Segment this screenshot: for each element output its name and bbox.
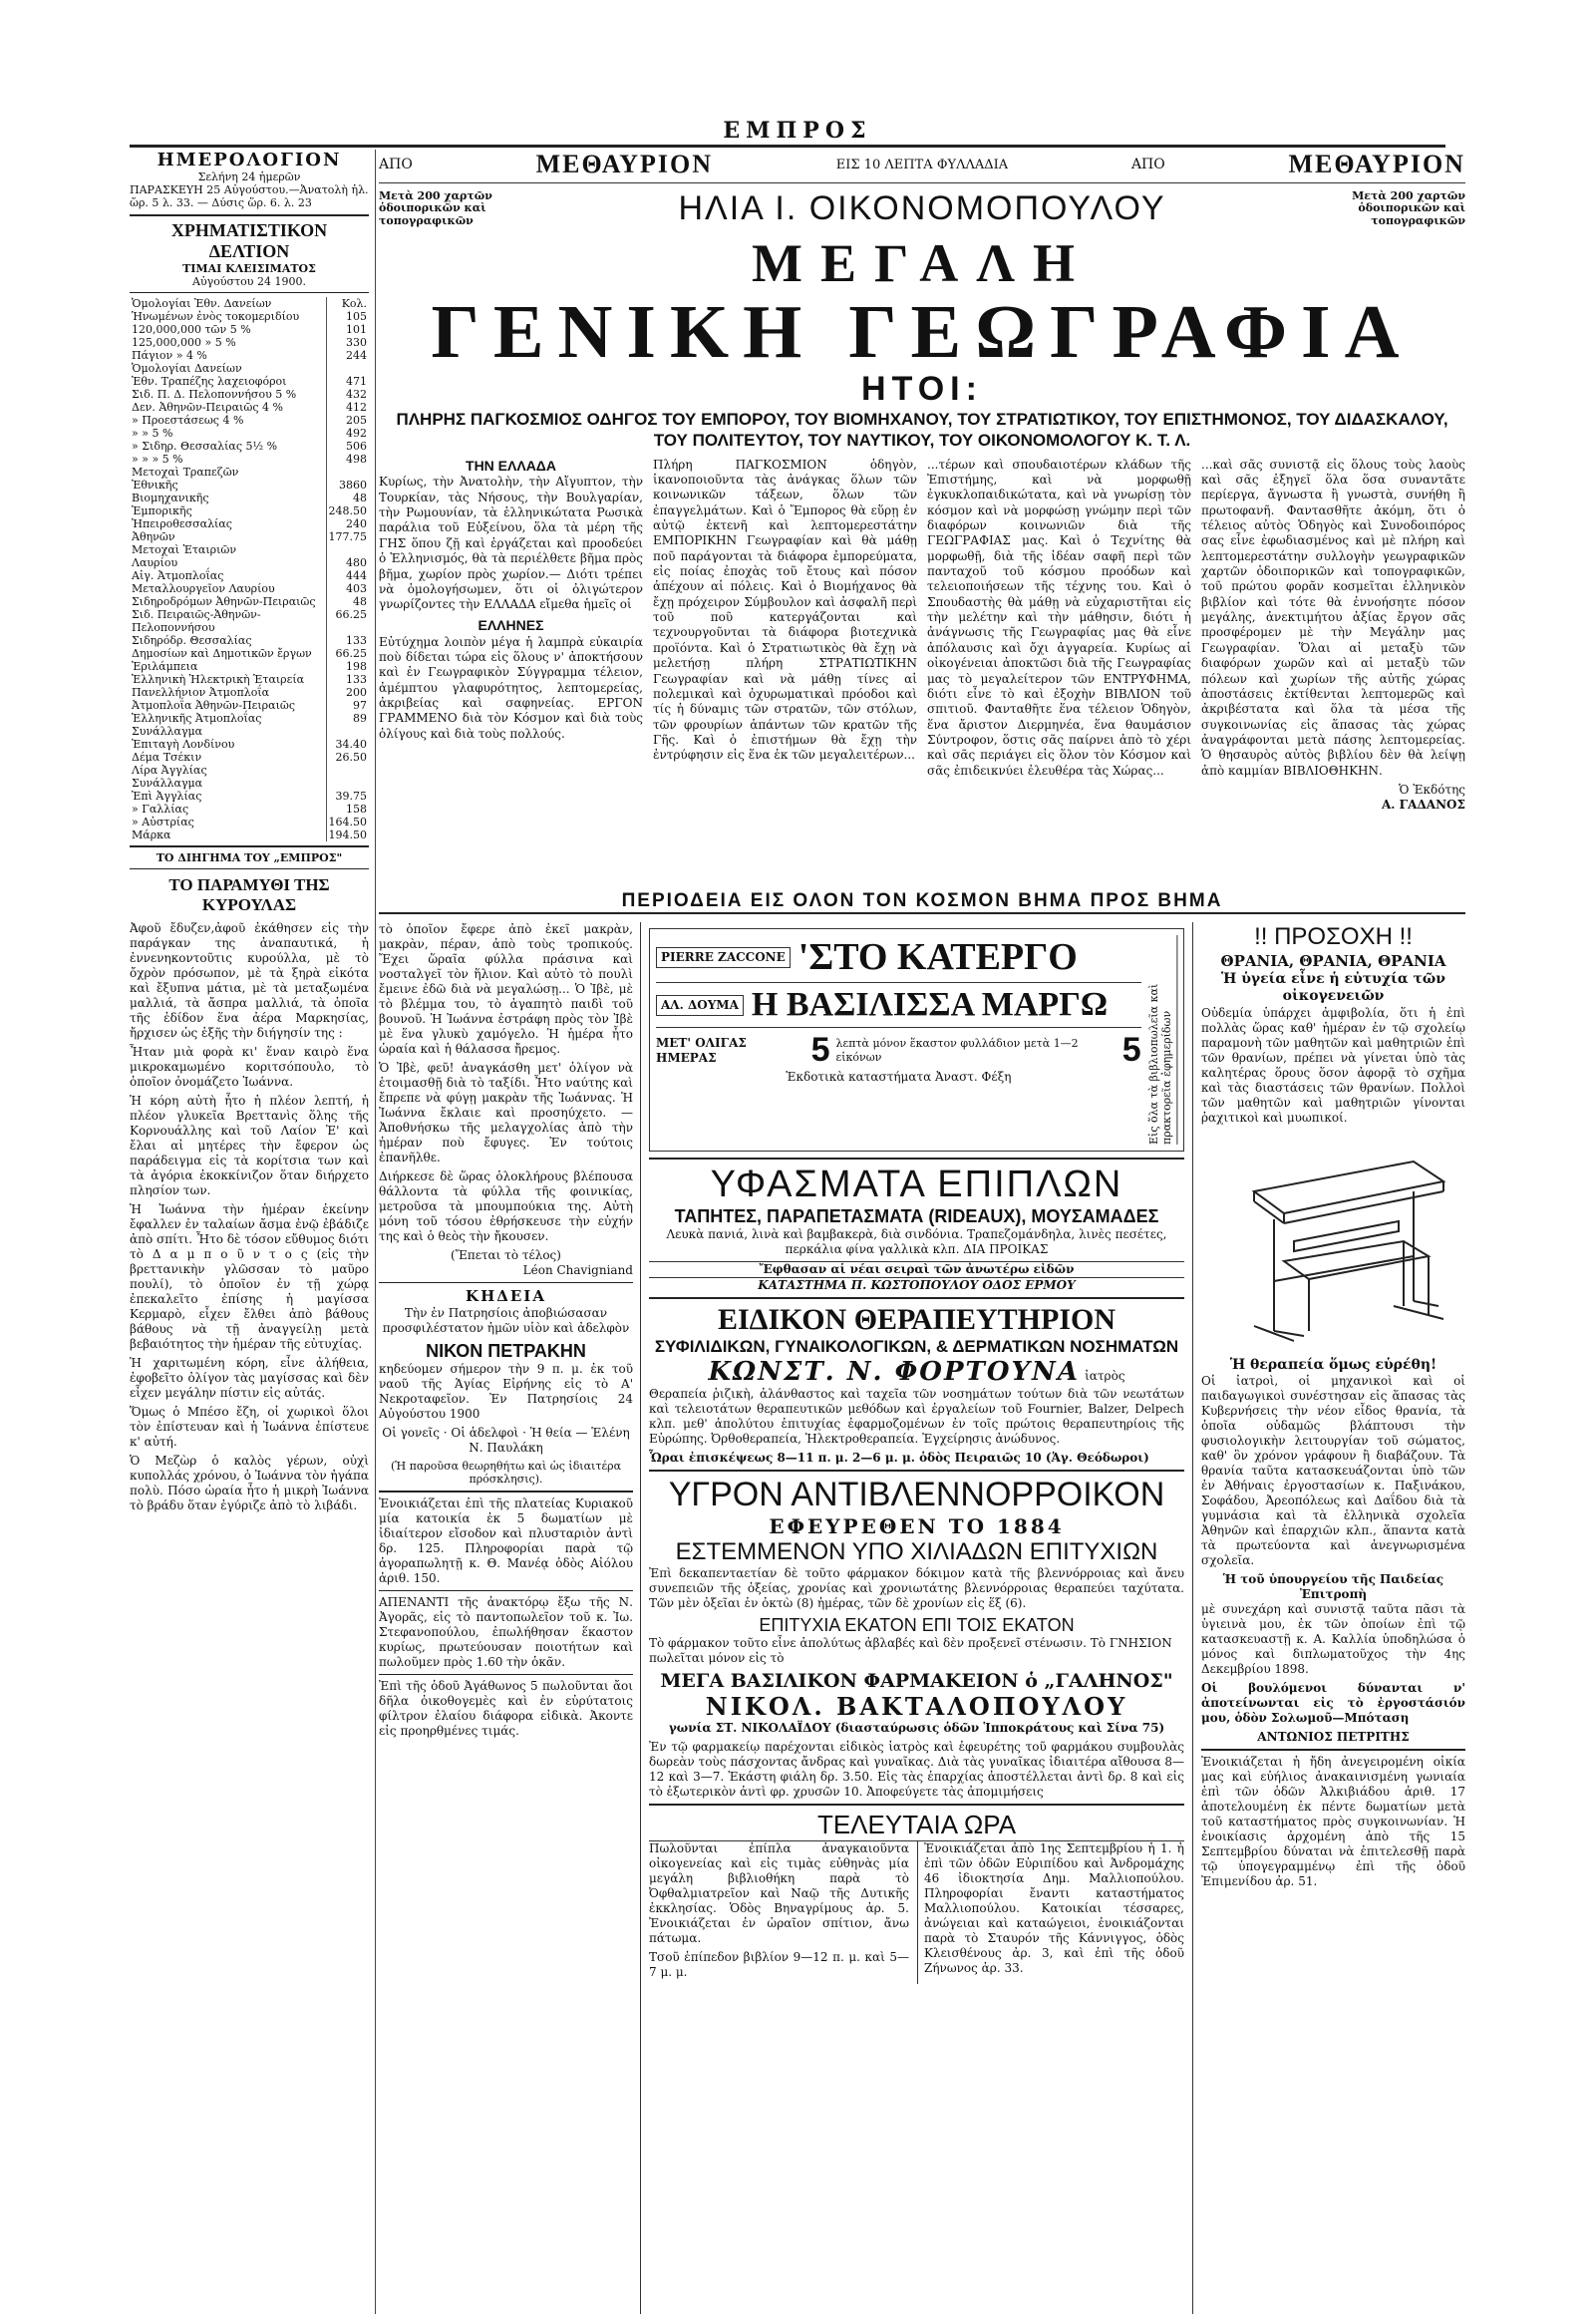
maps-note: Μετὰ 200 χαρτῶν ὁδοιπορικῶν καὶ τοπογραφικῶν — [379, 188, 492, 227]
story-author: Léon Chavigniand — [522, 1263, 633, 1277]
divider — [649, 1804, 1184, 1806]
author-label: ΑΛ. ΔΟΥΜΑ — [656, 995, 744, 1016]
apo-label: ΑΠΟ — [379, 157, 413, 172]
stock-name: Μεταλλουργεῖον Λαυρίου — [132, 581, 275, 595]
story-paragraph: Ἡ κόρη αὐτὴ ἦτο ἡ πλέον λεπτή, ἡ πλέον γλυκεῖα Βρεττανὶς ὅλης τῆς Κορνουάλλης καὶ τοῦ Λαίον Ἐ' καὶ ἔλαι αἱ μητέρες τὴν ἔφερον ὡς παράδειγμα εἰς τὰ κορίτσια των καὶ τὰ ἀγόρια ἐκοκκίνιζον ὅταν διήρχετο πλησίον των. — [130, 1094, 369, 1198]
banner-text-columns — [379, 458, 1465, 814]
masthead-rule — [130, 145, 1445, 148]
stock-value: 240 — [326, 517, 369, 530]
kideia-text: κηδεύομεν σήμερον τὴν 9 π. μ. ἐκ τοῦ ναοῦ τῆς Ἁγίας Εἰρήνης εἰς τὸ Α' Νεκροταφεῖον. Ἐν Πατρησίοις 24 Αὐγούστου 1900 — [379, 1362, 633, 1422]
stock-row — [130, 453, 369, 466]
books-advertisement — [649, 928, 1184, 1152]
stock-name: » » 5 % — [132, 426, 173, 440]
divider — [379, 1282, 633, 1283]
stock-row — [130, 582, 369, 595]
stock-row — [130, 712, 369, 725]
divider — [379, 1674, 633, 1675]
stock-row — [130, 530, 369, 543]
stock-row — [130, 349, 369, 362]
methavrion-label: ΜΕΘΑΥΡΙΟΝ — [535, 150, 714, 178]
stock-row — [130, 517, 369, 530]
stock-name: Αἰγ. Ἀτμοπλοΐας — [132, 568, 224, 582]
thrania-line: ΘΡΑΝΙΑ, ΘΡΑΝΙΑ, ΘΡΑΝΙΑ — [1220, 952, 1446, 970]
stock-row — [130, 816, 369, 829]
stock-row — [130, 375, 369, 388]
masthead — [0, 0, 1595, 150]
fylladia-label: ΕΙΣ 10 ΛΕΠΤΑ ΦΥΛΛΑΔΙΑ — [835, 157, 1009, 172]
classified-ad: ΑΠΕΝΑΝΤΙ τῆς ἀνακτόρῳ ἔξω τῆς Ν. Ἀγορᾶς, εἰς τὸ παντοπωλεῖον τοῦ κ. Ἰω. Στεφανοπούλου, ἐπωλήθησαν ἕκαστον κυρίως, πρωτεύουσαν ποιοτήτων καὶ πωλοῦμεν πρὸς 1.60 τὴν ὀκᾶν. — [379, 1594, 633, 1669]
diigima-header: ΤΟ ΔΙΗΓΗΜΑ ΤΟΥ „ΕΜΠΡΟΣ" — [156, 850, 343, 864]
left-column — [130, 150, 376, 2314]
methavrion-label: ΜΕΘΑΥΡΙΟΝ — [1288, 150, 1465, 178]
stock-name: Δημοσίων καὶ Δημοτικῶν ἔργων — [132, 646, 312, 660]
stock-table — [130, 297, 369, 841]
stock-name: Ἐριλάμπεια — [132, 659, 198, 673]
stock-value: 133 — [326, 634, 369, 647]
author-label: PIERRE ZACCONE — [656, 947, 791, 968]
stock-value: 492 — [326, 427, 369, 440]
desk-text: Οὐδεμία ὑπάρχει ἀμφιβολία, ὅτι ἡ ἐπὶ πολλὰς ὥρας καθ' ἡμέραν ἐν τῷ σχολείῳ παραμονὴ τῶν μαθητῶν καὶ μαθητριῶν ἐπὶ τῶν θρανίων, πρέπει νὰ γίνεται ὑπὸ τὰς καλητέρας ὅρους ὅσον ἀφορᾷ τὸ σχῆμα καὶ τὰς διαστάσεις τῶν θρανίων. Πολλοὶ τῶν μαθητῶν καὶ μαθητριῶν γίνονται ῥαχιτικοὶ καὶ μυωπικοί. — [1201, 1005, 1465, 1125]
ekdotis-name: Α. ΓΑΔΑΝΟΣ — [1381, 798, 1465, 813]
arrivals-note: Ἔφθασαν αἱ νέαι σειραὶ τῶν ἀνωτέρω εἰδῶν — [649, 1261, 1184, 1278]
stock-row — [130, 414, 369, 427]
tapites-line: ΤΑΠΗΤΕΣ, ΠΑΡΑΠΕΤΑΣΜΑΤΑ (RIDEAUX), ΜΟΥΣΑΜΑΔΕΣ — [674, 1206, 1159, 1226]
stock-row — [130, 803, 369, 816]
teleftaia-ora-title: ΤΕΛΕΥΤΑΙΑ ΩΡΑ — [649, 1810, 1184, 1841]
stock-value: 444 — [326, 569, 369, 582]
divider — [649, 1470, 1184, 1472]
story-paragraph: Διήρκεσε δὲ ὥρας ὁλοκλήρους βλέπουσα θάλλοντα τὰ φύλλα τῆς φοινικίας, μετροῦσα τὰ μπουμπούκια της. Αὐτὴ μόνη τοῦ τόσου ἐθρήσκευσε τὴν εὐχήν της καὶ ὁ θεὸς τὴν ἤκουσεν. — [379, 1169, 633, 1243]
stock-value: 3860 — [326, 479, 369, 492]
banner-top-row — [379, 150, 1465, 183]
stock-row — [130, 336, 369, 349]
stock-name: Δέμα Τσέκιν — [132, 750, 202, 764]
stock-value: 200 — [326, 686, 369, 699]
stock-row — [130, 427, 369, 440]
stock-row — [130, 777, 369, 790]
stock-row — [130, 647, 369, 660]
classified-ad: Πωλοῦνται ἐπίπλα ἀναγκαιοῦντα οἰκογενείας καὶ εἰς τιμὰς εὐθηνὰς μία μεγάλη βιβλιοθήκη παρὰ τὸ Ὀφθαλμιατρεῖον καὶ Ναῷ τῆς Δυτικῆς ἐκκλησίας. Ὁδὸς Βηναγρίμους ἀρ. 5. Ἐνοικιάζεται ἐν ὡραῖον σπίτιον, ἄνω πάτωμα. — [649, 1841, 909, 1945]
stock-row — [130, 686, 369, 699]
pharmacy-name: ΜΕΓΑ ΒΑΣΙΛΙΚΟΝ ΦΑΡΜΑΚΕΙΟΝ ὁ „ΓΑΛΗΝΟΣ" — [660, 1670, 1173, 1692]
publisher-row — [379, 189, 1465, 228]
estemmenon-line: ΕΣΤΕΜΜΕΝΟΝ ΥΠΟ ΧΙΛΙΑΔΩΝ ΕΠΙΤΥΧΙΩΝ — [675, 1538, 1158, 1565]
divider — [379, 1491, 633, 1493]
stock-name: Ἐθν. Τραπέζης λαχειοφόροι — [132, 374, 287, 388]
lower-column-ads — [640, 922, 1193, 2314]
vasilissa-row — [656, 983, 1141, 1028]
date-line: ΠΑΡΑΣΚΕΥΗ 25 Αὐγούστου.—Ἀνατολὴ ἡλ. ὥρ. 5 λ. 33. — Δύσις ὥρ. 6. λ. 23 — [130, 183, 369, 210]
itoi-label: ΗΤΟΙ: — [861, 370, 983, 408]
geniki-geografia-title: ΓΕΝΙΚΗ ΓΕΩΓΡΑΦΙΑ — [431, 290, 1414, 374]
stock-value: 101 — [326, 323, 369, 336]
selene-line: Σελήνη 24 ἡμερῶν — [197, 170, 301, 183]
stock-row — [130, 634, 369, 647]
deceased-name: ΝΙΚΟΝ ΠΕΤΡΑΚΗΝ — [426, 1340, 586, 1361]
stock-value: 205 — [326, 414, 369, 427]
stock-name: Βιομηχανικῆς — [132, 491, 209, 504]
deltion-date: Αὐγούστου 24 1900. — [192, 274, 306, 288]
maps-note: Μετὰ 200 χαρτῶν ὁδοιπορικῶν καὶ τοπογραφικῶν — [1352, 188, 1465, 227]
deltion-subtitle: ΤΙΜΑΙ ΚΛΕΙΣΙΜΑΤΟΣ — [182, 261, 316, 275]
stock-value — [326, 362, 369, 375]
ygeia-line: Ἡ ὑγεία εἶνε ἡ εὐτυχία τῶν οἰκογενειῶν — [1221, 970, 1445, 1005]
diseases-line: ΣΥΦΙΛΙΔΙΚΩΝ, ΓΥΝΑΙΚΟΛΟΓΙΚΩΝ, & ΔΕΡΜΑΤΙΚΩΝ ΝΟΣΗΜΑΤΩΝ — [654, 1337, 1179, 1356]
vasilissa-title: Η ΒΑΣΙΛΙΣΣΑ ΜΑΡΓΩ — [751, 986, 1109, 1023]
publisher-note: Ἐκδοτικὰ καταστήματα Ἀναστ. Φέξη — [786, 1070, 1012, 1084]
pharmacy-text: Ἐν τῷ φαρμακείῳ παρέχονται εἰδικὸς ἰατρὸς καὶ ἐφευρέτης τοῦ φαρμάκου συμβουλὰς δωρεὰν τοὺς πάσχοντας ἄνδρας καὶ γυναῖκας. Διὰ τὰς γυναῖκας ἰδιαιτέρα αἴθουσα 8—12 καὶ 3—7. Ἑκάστη φιάλη δρ. 3.50. Εἰς τὰς ἐπαρχίας ἀποστέλλεται ἀντὶ δρ. 8 καὶ εἰς τὸ ἐξωτερικὸν ἀντὶ φρ. χρυσῶν 10. Ἀποφεύγετε τὰς ἀπομιμήσεις — [649, 1740, 1184, 1799]
store-line: ΚΑΤΑΣΤΗΜΑ Π. ΚΩΣΤΟΠΟΥΛΟΥ ΟΔΟΣ ΕΡΜΟΥ — [758, 1278, 1076, 1292]
classified-ad: Ἐπὶ τῆς ὁδοῦ Ἀγάθωνος 5 πωλοῦνται ἄοι δῆλα ὀικοθογεμὲς καὶ ἐν εὐρύτατοις φίλτρον ἐλαίου διάφορα εἰδικὰ. Ἀκοντε εἰς προηρθμένες τιμάς. — [379, 1678, 633, 1738]
stock-value: Κολ. — [326, 297, 369, 310]
story-title: ΤΟ ΠΑΡΑΜΥΘΙ ΤΗΣ ΚΥΡΟΥΛΑΣ — [168, 875, 330, 915]
story-paragraph: Ὁ Μεζὼρ ὁ καλὸς γέρων, οὐχὶ κυπολλάς χρόνου, ὁ Ἰωάννα τὸν ἠγάπα πολὺ. Πόσο ὡραία ἦτο ἡ μικρὴ Ἰωάννα τὸ βράδυ ὅταν ἐγύριζε ἀπὸ τὸ λιβάδι. — [130, 1454, 369, 1513]
stock-value — [326, 777, 369, 790]
stock-value: 66.25 — [326, 647, 369, 660]
pharmacist-name: ΝΙΚΟΛ. ΒΑΚΤΑΛΟΠΟΥΛΟΥ — [705, 1692, 1128, 1721]
stock-name: Ἀθηνῶν — [132, 529, 175, 543]
eidikon-title: ΕΙΔΙΚΟΝ ΘΕΡΑΠΕΥΤΗΡΙΟΝ — [718, 1303, 1116, 1336]
stock-row — [130, 790, 369, 803]
story-body — [130, 921, 369, 1513]
stock-name: Ἡνωμένων ἐνὸς τοκομεριδίου — [132, 309, 300, 323]
stock-name: Ἐπιταγὴ Λονδίνου — [132, 737, 235, 751]
classified-ad: Τσοῦ ἐπίπεδον βιβλίον 9—12 π. μ. καὶ 5—7 μ. μ. — [649, 1950, 909, 1979]
stock-name: » » » 5 % — [132, 452, 183, 466]
katergo-row — [656, 935, 1141, 983]
banner-column — [653, 458, 917, 814]
banner-column — [927, 458, 1191, 814]
story-paragraph: Ἡ χαριτωμένη κόρη, εἶνε ἀλήθεια, ἐφοβεῖτο ὀλίγον τὰς μαγίσσας καὶ δὲν εἶχεν μεγάλην πίστιν εἰς αὐτάς. — [130, 1356, 369, 1401]
megali-title: ΜΕΓΑΛΗ — [752, 233, 1093, 293]
stock-name: Σιδηροδρόμων Ἀθηνῶν-Πειραιῶς — [132, 594, 316, 608]
banner-paragraph: Κυρίως, τὴν Ἀνατολὴν, τὴν Αἴγυπτον, τὴν Τουρκίαν, τὰς Νήσους, τὴν Βουλγαρίαν, τὴν Ρωμουνίαν, τὰ ἑλληνικώτατα Ρωσικὰ παράλια τοῦ Εὐξείνου, ὅλα τὰ μέρη τῆς ΓΗΣ ὅπου ζῇ καὶ ἐργάζεται καὶ προοδεύει ὁ Ἑλληνισμός, θὰ τὰ περιέλθετε βῆμα πρὸς βῆμα, χωρίον πρὸς χωρίον.— Διότι τρέπει νὰ ὁμολογήσωμεν, ὅτι οἱ ὀλιγώτερον γνωρίζοντες τὴν ΕΛΛΑΔΑ εἴμεθα ἡμεῖς οἱ — [379, 475, 643, 612]
stock-row — [130, 608, 369, 634]
stock-value: 471 — [326, 375, 369, 388]
stock-value: 244 — [326, 349, 369, 362]
stock-value: 164.50 — [326, 816, 369, 829]
ygron-text: Τὸ φάρμακον τοῦτο εἶνε ἀπολύτως ἀβλαβές καὶ δὲν προξενεῖ στένωσιν. Τὸ ΓΝΗΣΙΟΝ πωλεῖται μόνον εἰς τὸ — [649, 1636, 1172, 1665]
stock-value — [326, 543, 369, 556]
stock-row — [130, 829, 369, 841]
stock-value: 133 — [326, 673, 369, 686]
stock-name: Ἠπειροθεσσαλίας — [132, 516, 232, 530]
ekdotis-label: Ὁ Ἐκδότης — [1399, 783, 1465, 798]
stock-row — [130, 310, 369, 323]
lower-column-story — [379, 922, 633, 2314]
stock-value: 412 — [326, 401, 369, 414]
stock-value: 498 — [326, 453, 369, 466]
stock-name: Ἑλληνικῆς Ἀτμοπλοΐας — [132, 711, 262, 725]
therapy-text: Θεραπεία ῥιζικὴ, ἀλάνθαστος καὶ ταχεῖα τῶν νοσημάτων τούτων διὰ τῶν νεωτάτων καὶ τελειοτάτων θεραπευτικῶν μεθόδων καὶ ἐργαλείων τοῦ Fournier, Balzer, Delpech κλπ. μεθ' ἀπολύτου ἐπιτυχίας ἐφαρμοζομένων ἐν τοῖς πρώτοις θεραπευτηρίοις τῆς Εὐρώπης. Ὀρθοθεραπεία, Ἠλεκτροθεραπεία. Ἐγχείρησις ἀνώδυνος. — [649, 1387, 1184, 1446]
stock-value: 105 — [326, 310, 369, 323]
stock-row — [130, 504, 369, 517]
stock-name: » Αὐστρίας — [132, 815, 194, 829]
banner-column — [379, 458, 643, 814]
geography-advertisement — [379, 150, 1465, 887]
desk-text: Οἱ ἰατροὶ, οἱ μηχανικοὶ καὶ οἱ παιδαγωγικοὶ συνέστησαν εἰς ἅπασας τὰς Κυβερνήσεις τὴν νέον εἶδος θρανία, τὰ ὁποῖα οὐδαμῶς βλάπτουσι τὴν φυσιολογικὴν λειτουργίαν τοῦ σώματος, καθ' ὃν χρόνον γράφουν ἢ διαβάζουν. Τὰ θρανία ταῦτα κατασκευάζονται ὑπὸ τῶν ἐν Ἀθήναις ἐργοστασίων κ. Παξινάκου, Σοφάδου, Ἀρεοπόλεως καὶ Δαΐδου διὰ τὰ γυμνάσια καὶ τὰ ἑλληνικὰ σχολεῖα Ἀθηνῶν καὶ ἐπαρχιῶν κλπ., ἅπαντα κατὰ τὰ πρωτεύοντα καὶ ἀνεγνωρισμένα σχολεῖα. — [1201, 1374, 1465, 1568]
teleftaia-left — [649, 1841, 909, 1984]
stock-name: Σιδηρόδρ. Θεσσαλίας — [132, 633, 252, 647]
stock-row — [130, 323, 369, 336]
stock-name: Ἐμπορικῆς — [132, 503, 192, 517]
stock-value: 330 — [326, 336, 369, 349]
divider — [649, 1158, 1184, 1160]
stock-name: Συνάλλαγμα — [132, 724, 203, 738]
yfasmata-title: ΥΦΑΣΜΑΤΑ ΕΠΙΠΛΩΝ — [710, 1163, 1123, 1205]
stock-value: 97 — [326, 699, 369, 712]
office-hours: Ὧραι ἐπισκέψεως 8—11 π. μ. 2—6 μ. μ. ὁδὸς Πειραιῶς 10 (Ἁγ. Θεόδωροι) — [649, 1451, 1149, 1465]
stock-row — [130, 362, 369, 375]
story-paragraph: Ὅμως ὁ Μπέσο ἔζη, οἱ χωρικοὶ ὅλοι τὸν ἐπίστευαν καὶ ἡ Ἰωάννα ἐπίστευε κ' αὐτή. — [130, 1405, 369, 1450]
stock-name: Πανελλήνιον Ἀτμοπλοΐα — [132, 685, 270, 699]
desk-contact: Οἱ βουλόμενοι δύνανται ν' ἀποτείνωνται εἰς τὸ ἐργοστάσιόν μου, ὁδὸν Σολωμοῦ—Μπόταση — [1201, 1681, 1465, 1726]
prosoxi-title: !! ΠΡΟΣΟΧΗ !! — [1254, 923, 1413, 950]
paper-name: ΕΜΠΡΟΣ — [723, 118, 872, 144]
doctor-title: ἰατρὸς — [1085, 1369, 1125, 1383]
stock-row — [130, 297, 369, 310]
doctor-name: ΚΩΝΣΤ. Ν. ΦΟΡΤΟΥΝΑ — [708, 1357, 1080, 1387]
stock-value: 432 — [326, 388, 369, 401]
stock-name: Μάρκα — [132, 828, 171, 841]
story-paragraph: Ἡ Ἰωάννα τὴν ἡμέραν ἐκείνην ἔφαλλεν ἐν ταλαίων ἄσμα ἐνῷ ἐβάδιζε ἀπὸ σπίτι. Ἦτο δὲ τόσον εὔθυμος διότι τὸ Δ α μ π ο ῦ ν τ ο ς (εἰς τὴν βρεττανικὴν γλῶσσαν τὸ μαῦρο πουλί), τὸ ὁποῖον ἐν τῇ χώρᾳ ἐπεκαλεῖτο ἐπίσης ἡ μαγίσσα Κερμαρὸ, εἶχεν ἔλθει ἀπὸ βάθους βάθους νὰ τῇ ἀναγγείλῃ μετὰ βεβαιότητος τὴν ἡμέραν τῆς εὐτυχίας. — [130, 1202, 369, 1352]
stock-name: 125,000,000 » 5 % — [132, 335, 236, 349]
price-row — [656, 1028, 1141, 1070]
classified-ad: Ἐνοικιάζεται ἡ ἤδη ἀνεγειρομένη οἰκία μας καὶ εὐήλιος ἀνακαινισμένη γωνιαία ἐπὶ τῶν ὁδῶν Ἀλκιβιάδου ἀριθ. 17 ἀποτελουμένη ἐκ πέντε δωματίων μετὰ τοῦ καταστήματος πρὸς συγκοινωνίαν. Ἡ ἐνοικίασις ἀρχομένη ἀπὸ τῆς 15 Σεπτεμβρίου δύναται νὰ ἐπιτελεσθῇ παρὰ τῷ ὑπογεγραμμένῳ ἐπὶ τῆς ὁδοῦ Ἐπιμενίδου ἀρ. 51. — [1201, 1755, 1465, 1889]
stock-row — [130, 660, 369, 673]
ygron-title: ΥΓΡΟΝ ΑΝΤΙΒΛΕΝΝΟΡΡΟΙΚΟΝ — [668, 1476, 1165, 1513]
stock-value: 34.40 — [326, 738, 369, 751]
price-number: 5 — [810, 1031, 830, 1069]
fabrics-text: Λευκὰ πανιά, λινὰ καὶ βαμβακερὰ, διὰ σινδόνια. Τραπεζομάνδηλα, λινὲς πεσέτες, περκάλια φίνα γαλλικὰ κλπ. ΔΙΑ ΠΡΟΙΚΑΣ — [666, 1227, 1167, 1256]
publisher-name: ΗΛΙΑ Ι. ΟΙΚΟΝΟΜΟΠΟΥΛΟΥ — [678, 189, 1166, 227]
banner-paragraph: ...καὶ σᾶς συνιστᾷ εἰς ὅλους τοὺς λαοὺς καὶ σᾶς ἐξηγεῖ ὅλα ὅσα συναντᾶτε περίεργα, ἄγνωστα ἢ γνωστὰ, συνήθη ἢ πρωτοφανῆ. Φαντασθῆτε ἀκόμη, ὅτι ὁ τέλειος αὐτὸς Ὁδηγὸς καὶ Συνοδοιπόρος σας εἶνε ἐφωδιασμένος καὶ μὲ πλήρη καὶ λεπτομερεστάτην συλλογὴν γεωγραφικῶν χαρτῶν ὁδοιπορικῶν καὶ τοπογραφικῶν, τοῦ πρώτου φορᾶν κοσμεῖται ἑλληνικὸν βιβλίον καὶ τότε θὰ ἐννοήσητε πόσον μεγάλης, ἀνεκτιμήτου ἀξίας ἔργον σᾶς προσφέρομεν μὲ τὴν Μεγάλην μας Γεωγραφίαν. Ὅλαι αἱ μεταξὺ τῶν διαφόρων χωρῶν καὶ αἱ μεταξὺ τῶν πόλεων καὶ χωρίων τῆς αὐτῆς χώρας ἀποστάσεις ἐκτίθενται λεπτομερῶς καὶ ἀκριβέστατα καὶ ὅλα τὰ μέσα τῆς συγκοινωνίας εἰς ἅπασας τὰς χώρας ἀναγράφονται μετὰ πάσης λεπτομερείας. Ὁ θησαυρὸς αὐτὸς βιβλίου δὲν θὰ λείψῃ ἀπὸ καμμίαν ΒΙΒΛΙΟΘΗΚΗΝ. — [1201, 457, 1465, 778]
ygron-text: Ἐπὶ δεκαπενταετίαν δὲ τοῦτο φάρμακον δόκιμον κατὰ τῆς βλεννόρροιας καὶ ἄνευ συνεπειῶν τῆς ὀξείας, χρονίας καὶ χρονιωτάτης βλεννόρροιας θεραπεύει ταχύτατα. Τῶν μὲν ὀξεῖαι ἐν ὀκτὼ (8) ἡμέρας, τῶν δὲ χρονίων εἰς ἕξ (6). — [649, 1566, 1184, 1610]
committee-line: Ἡ τοῦ ὑπουργείου τῆς Παιδείας Ἐπιτροπὴ — [1222, 1572, 1444, 1602]
coming-soon-label: ΜΕΤ' ΟΛΙΓΑΣ ΗΜΕΡΑΣ — [656, 1035, 747, 1065]
stock-value: 198 — [326, 660, 369, 673]
stock-name: Σιδ. Πειραιῶς-Ἀθηνῶν-Πελοποννήσου — [132, 607, 261, 634]
stock-value: 48 — [326, 492, 369, 504]
story-continued: (Ἔπεται τὸ τέλος) — [451, 1248, 561, 1262]
divider — [649, 1297, 1184, 1299]
story-paragraph: Ἀφοῦ ἔδυζεν,ἀφοῦ ἐκάθησεν εἰς τὴν παράγκαν της ἀναπαυτικά, ἡ ἐννενηκοντοῦτις κυρούλλα, μὲ τὸ ὄχρὸν πρόσωπον, μὲ τὰ ξηρὰ εἰκότα καὶ ἔξυπνα μάτια, μὲ τὰ μεταξωμένα μαλλιά, τὰ ἄσπρα μαλλιά, τὰ ὁποῖα τῆς ἐδίδον ἕνα ἀέρα Μαρκησίας, ἤρχισεν ὡς ἑξῆς τὴν διήγησίν της : — [130, 921, 369, 1041]
stock-name: » Προεστάσεως 4 % — [132, 413, 244, 427]
stock-row — [130, 764, 369, 777]
stock-value: 66.25 — [326, 608, 369, 634]
story-paragraph: Ὁ Ἰβὲ, φεῦ! ἀναγκάσθη μετ' ὀλίγον νὰ ἑτοιμασθῇ διὰ τὸ ταξίδι. Ἦτο ναύτης καὶ ἔπρεπε νὰ φύγῃ μακρὰν τῆς Ἰωάννας. Ἡ Ἰωάννα ἔκλαιε καὶ προσηύχετο. — Ἀποθνήσκω τῆς μελαγχολίας ἀπὸ τὴν ἡμέραν ποὺ ἔφυγες. Ἐν τούτοις ἐπανῆλθε. — [379, 1061, 633, 1164]
periodeia-banner: ΠΕΡΙΟΔΕΙΑ ΕΙΣ ΟΛΟΝ ΤΟΝ ΚΟΣΜΟΝ ΒΗΜΑ ΠΡΟΣ ΒΗΜΑ — [379, 890, 1465, 914]
story-paragraph: τὸ ὁποῖον ἔφερε ἀπὸ ἐκεῖ μακρὰν, μακρὰν, πέραν, ἀπὸ τοὺς τροπικούς. Ἔχει ὥραῖα φύλλα πράσινα καὶ νοσταλγεῖ τὸν ἥλιον. Καὶ αὐτὸ τὸ πουλὶ ἔμεινε ἐδῶ διὰ νὰ μεγαλώσῃ... Ὁ Ἰβὲ, μὲ τὸ βλέμμα του, τὸ ἀγαπητὸ παιδὶ τοῦ βουνοῦ. Ἡ Ἰωάννα ἐστράφη πρὸς τὸν Ἰβὲ μὲ ἕνα γλυκὺ χαμόγελο. Ἡ ἡμέρα ἦτο ὡραία καὶ ἡ θάλασσα ἤρεμος. — [379, 922, 633, 1056]
kideia-note: (Ἡ παροῦσα θεωρηθήτω καὶ ὡς ἰδιαιτέρα πρόσκλησις). — [390, 1460, 622, 1487]
classified-ad: Ἐνοικιάζεται ἐπὶ τῆς πλατείας Κυριακοῦ μία κατοικία ἐκ 5 δωματίων μὲ ἰδιαίτερον εἴσοδον καὶ πλυσταριὸν ἀντὶ δρ. 125. Πληροφορίαι παρὰ τῷ ἀγοραπωλητῇ κ. Θ. Μανέᾳ ὁδὸς Αἰόλου ἀριθ. 150. — [379, 1495, 633, 1585]
stock-value: 158 — [326, 803, 369, 816]
banner-subtitle: ΠΛΗΡΗΣ ΠΑΓΚΟΣΜΙΟΣ ΟΔΗΓΟΣ ΤΟΥ ΕΜΠΟΡΟΥ, ΤΟΥ ΒΙΟΜΗΧΑΝΟΥ, ΤΟΥ ΣΤΡΑΤΙΩΤΙΚΟΥ, ΤΟΥ ΕΠΙΣΤΗΜΟΝΟΣ, ΤΟΥ ΔΙΔΑΣΚΑΛΟΥ, ΤΟΥ ΠΟΛΙΤΕΥΤΟΥ, ΤΟΥ ΝΑΥΤΙΚΟΥ, ΤΟΥ ΟΙΚΟΝΟΜΟΛΟΓΟΥ Κ. Τ. Λ. — [396, 410, 1448, 451]
divider — [130, 292, 369, 293]
stock-name: Ὁμολογίαι Δανείων — [132, 361, 242, 375]
stock-name: Ἐθνικῆς — [132, 478, 178, 492]
doctor-row — [649, 1357, 1184, 1387]
stock-value: 248.50 — [326, 504, 369, 517]
pharmacy-address: γωνία ΣΤ. ΝΙΚΟΛΑΪΔΟΥ (διασταύρωσις ὁδῶν Ἱπποκράτους καὶ Σίνα 75) — [668, 1721, 1165, 1735]
stock-row — [130, 466, 369, 479]
deltion-title: ΧΡΗΜΑΤΙΣΤΙΚΟΝ ΔΕΛΤΙΟΝ — [170, 219, 328, 261]
banner-paragraph: ...τέρων καὶ σπουδαιοτέρων κλάδων τῆς Ἐπιστήμης, καὶ νὰ μορφωθῇ ἐγκυκλοπαιδικώτατα, καὶ νὰ γνωρίσῃ τὸν κόσμον καὶ νὰ μορφώσῃ γνώμην περὶ τῶν διαφόρων κοινωνιῶν διὰ τῆς ΓΕΩΓΡΑΦΙΑΣ μας. Καὶ ὁ Τεχνίτης θὰ μορφωθῇ, διὰ τῆς ἰδέαν σαφῆ περὶ τῶν πανταχοῦ τοῦ κόσμου προόδων καὶ τελειοποιήσεων τῆς τέχνης του. Καὶ ὁ Σπουδαστὴς θὰ μάθῃ νὰ εὐχαριστῆται εἰς τὴν μελέτην καὶ τὴν μάθησιν, διότι ἡ ἀνάγνωσις τῆς Γεωγραφίας μας θὰ εἶνε ἀπόλαυσις καὶ ὄχι ἀγγαρεία. Κυρίως αἱ οἰκογένειαι ἀποκτῶσι διὰ τῆς Γεωγραφίας μας τὸ μεγαλείτερον τῶν ΕΝΤΡΥΦΗΜΑ, διότι εἶνε τὸ καὶ ἐξοχὴν ΒΙΒΛΙΟΝ τοῦ σπιτιοῦ. Φανταθῆτε ἕνα τέλειον Ὁδηγὸν, ἕνα ἄριστον Διερμηνέα, ἕνα θαυμάσιον Σύντροφον, ὅστις σᾶς παίρνει ἀπὸ τὸ χέρι καὶ σᾶς περιάγει εἰς ὅλον τὸν Κόσμον καὶ σᾶς ἐπιδεικνύει ἐλευθέρα τὰς Χώρας... — [927, 457, 1191, 778]
stock-row — [130, 556, 369, 569]
signatory-name: ΑΝΤΩΝΙΟΣ ΠΕΤΡΙΤΗΣ — [1257, 1730, 1410, 1745]
divider — [130, 868, 369, 869]
kideia-text: Τὴν ἐν Πατρησίοις ἀποβιώσασαν προσφιλέστατον ἡμῶν υἱὸν καὶ ἀδελφὸν — [382, 1305, 630, 1335]
stock-name: Λίρα Ἀγγλίας — [132, 763, 207, 777]
stock-name: Λαυρίου — [132, 555, 178, 569]
stock-name: Πάγιον » 4 % — [132, 348, 207, 362]
banner-paragraph: Πλήρη ΠΑΓΚΟΣΜΙΟΝ ὁδηγὸν, ἱκανοποιοῦντα τὰς ἀνάγκας ὅλων τῶν κοινωνικῶν τάξεων, ὅλων τῶν ἐπαγγελμάτων. Καὶ ὁ Ἔμπορος θὰ εὕρῃ ἐν αὐτῷ ἐκτενῆ καὶ λεπτομερεστάτην ΕΜΠΟΡΙΚΗΝ Γεωγραφίαν καὶ θὰ μάθῃ ποῦ παράγονται τὰ διάφορα ἐμπορεύματα, εἰς ποίας ἐποχὰς τοῦ ἔτους καὶ πόσον ἀπέχουν αἱ πόλεις. Καὶ ὁ Βιομήχανος θὰ ἔχῃ πρόχειρον Σύμβουλον καὶ ἀσφαλῆ περὶ τοῦ ποῦ κατεργάζονται καὶ τεχνουργοῦνται τὰ διάφορα βιοτεχνικὰ προϊόντα. Καὶ ὁ Στρατιωτικὸς θὰ ἔχῃ νὰ μελετήσῃ πλήρη ΣΤΡΑΤΙΩΤΙΚΗΝ Γεωγραφίαν καὶ νὰ μάθῃ τίνες αἱ πολεμικαὶ καὶ ὀχυρωματικαὶ πρόοδοι καὶ τίς ἡ δύναμις τῶν στρατῶν, τῶν στόλων, τῶν φρουρίων ἁπάντων τῶν κρατῶν τῆς Γῆς. Καὶ ὁ ἐπιστήμων θὰ ἔχῃ τὴν ἐντρύφησιν εἰς ἕνα ἐκ τῶν μεγαλειτέρων... — [653, 457, 917, 763]
stock-value: 506 — [326, 440, 369, 453]
stock-row — [130, 479, 369, 492]
stock-value: 177.75 — [326, 530, 369, 543]
stock-name: Ἀτμοπλοΐα Ἀθηνῶν-Πειραιῶς — [132, 698, 296, 712]
stock-value — [326, 764, 369, 777]
banner-column-heading: ΤΗΝ ΕΛΛΑΔΑ — [466, 457, 556, 474]
stock-name: Δεν. Ἀθηνῶν-Πειραιῶς 4 % — [132, 400, 283, 414]
stock-value: 194.50 — [326, 829, 369, 841]
classified-ad: Ἐνοικιάζεται ἀπὸ 1ης Σεπτεμβρίου ἡ 1. ἡ ἐπὶ τῶν ὁδῶν Εὐριπίδου καὶ Ἀνδρομάχης 46 ἰδιοκτησία Δημ. Μαλλιοπούλου. Πληροφορίαι ἔναντι καταστήματος Μαλλιοπούλου. Κατοικίαι τέσσαρες, ἀνώγειαι καὶ καταώγειοι, ἐνοικιάζονται παρὰ τὸ Σταυρόν τῆς Κάννιγγος, ὁδὸς Κλεισθένους ἀρ. 3, καὶ ἐπὶ τῆς ὁδοῦ Ζήνωνος ἀρ. 33. — [924, 1841, 1184, 1975]
efevrethen-line: ΕΦΕΥΡΕΘΕΝ ΤΟ 1884 — [769, 1514, 1065, 1538]
stock-row — [130, 492, 369, 504]
banner-paragraph: Εὐτύχημα λοιπὸν μέγα ἡ λαμπρὰ εὐκαιρία ποὺ δίδεται τώρα εἰς ὅλους ν' ἀποκτήσουν καὶ ἐν Γεωγραφικὸν Σύγγραμμα τέλειον, ἀμέμπτου γλαφυρότητος, λεπτομερείας, ἀκριβείας καὶ σαφηνείας. ΕΡΓΟΝ ΓΡΑΜΜΕΝΟ διὰ τὸν Κόσμον καὶ διὰ τοὺς ὀλίγους καὶ διὰ τοὺς πολλούς. — [379, 634, 643, 741]
stock-name: Συνάλλαγμα — [132, 776, 203, 790]
stock-row — [130, 673, 369, 686]
stock-name: » Σιδηρ. Θεσσαλίας 5½ % — [132, 439, 278, 453]
divider — [130, 214, 369, 216]
stock-name: Ἑλληνικὴ Ἠλεκτρικὴ Ἑταιρεία — [132, 672, 305, 686]
banner-column — [1201, 458, 1465, 814]
stock-value — [326, 466, 369, 479]
divider — [1201, 1749, 1465, 1751]
banner-column-heading: ΕΛΛΗΝΕΣ — [478, 616, 544, 633]
stock-row — [130, 388, 369, 401]
side-note: Εἰς ὅλα τὰ βιβλιοπωλεῖα καὶ πρακτορεῖα ἐφημερίδων — [1147, 935, 1177, 1145]
stock-row — [130, 699, 369, 712]
stock-value: 89 — [326, 712, 369, 725]
divider — [379, 1590, 633, 1591]
apo-label: ΑΠΟ — [1130, 157, 1165, 172]
stock-row — [130, 725, 369, 738]
teleftaia-right — [917, 1841, 1184, 1984]
stock-name: 120,000,000 τῶν 5 % — [132, 322, 251, 336]
teleftaia-columns — [649, 1841, 1184, 1984]
stock-value: 39.75 — [326, 790, 369, 803]
stock-value: 48 — [326, 595, 369, 608]
solution-line: Ἡ θεραπεία ὅμως εὑρέθη! — [1229, 1356, 1437, 1373]
school-desk-illustration — [1214, 1132, 1453, 1351]
stock-value: 480 — [326, 556, 369, 569]
stock-name: Ὁμολογίαι Ἐθν. Δανείων — [132, 296, 272, 310]
kideia-family: Οἱ γονεῖς · Οἱ ἀδελφοὶ · Ἡ θεία — Ἑλένη Ν. Παυλάκη — [382, 1426, 630, 1456]
stock-row — [130, 595, 369, 608]
stock-row — [130, 543, 369, 556]
stock-row — [130, 440, 369, 453]
stock-name: Σιδ. Π. Δ. Πελοποννήσου 5 % — [132, 387, 297, 401]
divider — [130, 845, 369, 847]
price-number: 5 — [1121, 1031, 1141, 1069]
lower-column-desks — [1201, 922, 1465, 2314]
katergo-title: 'ΣΤΟ ΚΑΤΕΡΓΟ — [798, 936, 1078, 978]
stock-name: Ἐπὶ Ἀγγλίας — [132, 789, 202, 803]
stock-row — [130, 401, 369, 414]
price-text: λεπτὰ μόνον ἕκαστον φυλλάδιον μετὰ 1—2 εἰκόνων — [835, 1037, 1079, 1064]
stock-name: Μετοχαὶ Τραπεζῶν — [132, 465, 239, 479]
stock-name: » Γαλλίας — [132, 802, 189, 816]
stock-row — [130, 751, 369, 764]
story-paragraph: Ἦταν μιὰ φορὰ κι' ἕναν καιρὸ ἕνα μικροκαμωμένο κοριτσόπουλο, τὸ ὁποῖον ὀνομάζετο Ἰωάννα. — [130, 1045, 369, 1090]
stock-name: Μετοχαὶ Ἑταιριῶν — [132, 542, 237, 556]
kideia-heading: ΚΗΔΕΙΑ — [466, 1287, 546, 1305]
stock-value: 403 — [326, 582, 369, 595]
stock-row — [130, 738, 369, 751]
stock-value: 26.50 — [326, 751, 369, 764]
epitychia-line: ΕΠΙΤΥΧΙΑ ΕΚΑΤΟΝ ΕΠΙ ΤΟΙΣ ΕΚΑΤΟΝ — [759, 1615, 1075, 1635]
desk-text: μὲ συνεχάρη καὶ συνιστᾷ ταῦτα πᾶσι τὰ ὑγιεινὰ μου, ἐκ τῶν ὁποίων ἐπὶ τῷ κατασκευαστῇ κ. Α. Καλλία ὑποδηλώσα ὁ μόνος καὶ διπλωματοῦχος τὴν 4ης Δεκεμβρίου 1898. — [1201, 1602, 1465, 1677]
ephemerologion-title: ΗΜΕΡΟΛΟΓΙΟΝ — [157, 150, 342, 170]
stock-value — [326, 725, 369, 738]
stock-row — [130, 569, 369, 582]
